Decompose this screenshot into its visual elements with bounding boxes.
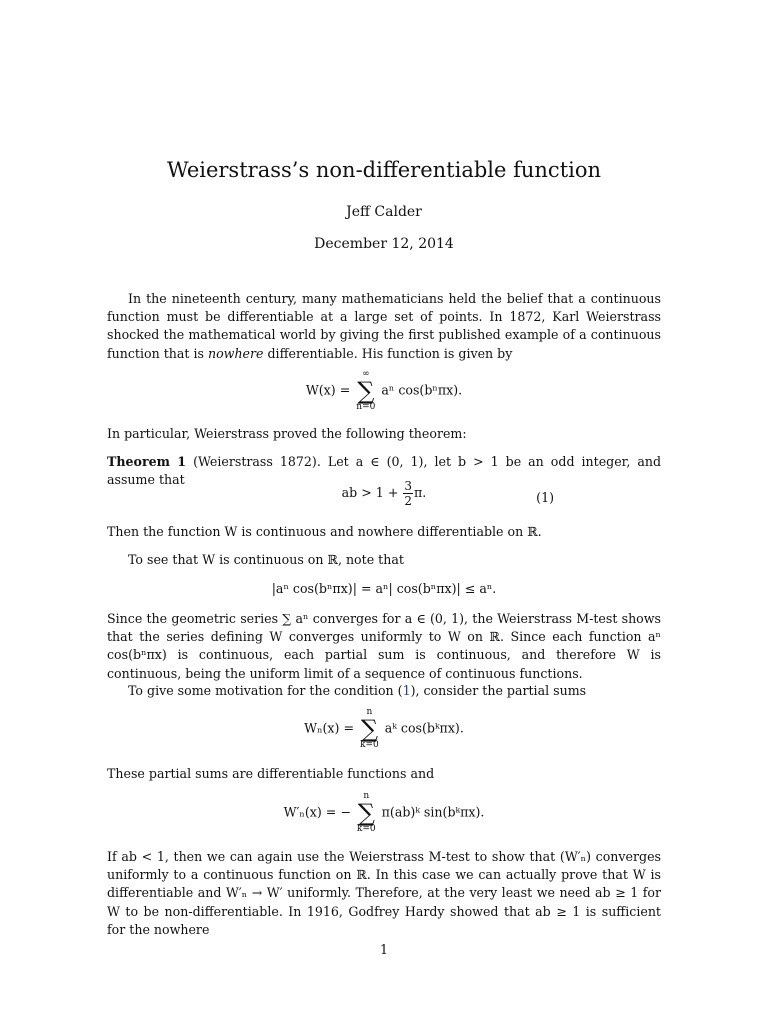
- theorem-label: Theorem 1: [107, 454, 187, 469]
- eq-wn-lhs: Wₙ(x) =: [304, 720, 355, 736]
- paragraph-since: Since the geometric series ∑ aⁿ converges for a ∈ (0, 1), the Weierstrass M-test shows that the series defining W converges uniformly to W on ℝ. Since each function aⁿ cos(bⁿπx) is continuous, each partial sum is continuous, and therefore W is continuous, being the uniform limit of a sequence of continuous functions.: [107, 611, 661, 681]
- intro-paragraph: [107, 290, 661, 363]
- fraction: [403, 480, 413, 507]
- eq-w-rhs: aⁿ cos(bⁿπx).: [381, 382, 463, 398]
- equation-derivative: [107, 792, 661, 834]
- sum-upper-limit: ∞: [362, 369, 370, 379]
- paragraph-to-see: To see that W is continuous on ℝ, note that: [128, 552, 404, 567]
- paper-author: Jeff Calder: [346, 204, 422, 220]
- paragraph-final: If ab < 1, then we can again use the Weierstrass M-test to show that (W′ₙ) converges uniformly to a continuous function on ℝ. In this case we can actually prove that W is differentiable and W′ₙ → W′ uniformly. Therefore, at the very least we need ab ≥ 1 for W to be non-differentiable. In 1916, Godfrey Hardy showed that ab ≥ 1 is sufficient for the nowhere: [107, 849, 661, 937]
- sum-lower-limit: k=0: [356, 824, 376, 834]
- intro-text-1: In the nineteenth century, many mathematicians held the belief that a continuous function must be differentiable at a large set of points. In 1872, Karl Weierstrass shocked the mathematical world by giving the first published example of a continuous function that is: [107, 291, 661, 361]
- eq1-lhs: ab > 1 +: [341, 485, 399, 500]
- intro-emphasis: nowhere: [207, 345, 264, 361]
- equation-weierstrass: [107, 370, 661, 412]
- eq1-rhs: π.: [414, 485, 427, 500]
- eq-wn-prime-lhs: W′ₙ(x) = −: [283, 804, 351, 820]
- paragraph-these: These partial sums are differentiable functions and: [107, 766, 435, 781]
- equation-1: [107, 480, 661, 507]
- paragraph-motivation: [107, 682, 661, 700]
- motivation-text-2: ), consider the partial sums: [410, 683, 587, 698]
- sum-upper-limit: n: [366, 707, 373, 717]
- summation-sign: n ∑ k=0: [360, 707, 379, 750]
- paper-title: Weierstrass’s non-differentiable function: [166, 158, 602, 182]
- equation-partial-sums: [107, 708, 661, 750]
- equation-reference-link[interactable]: 1: [402, 683, 411, 698]
- intro-text-2: differentiable. His function is given by: [263, 345, 513, 361]
- eq-wn-prime-rhs: π(ab)ᵏ sin(bᵏπx).: [381, 804, 485, 820]
- paper-date: December 12, 2014: [314, 236, 454, 252]
- theorem-text: Let a ∈ (0, 1), let b > 1 be an odd integer, and assume that: [107, 454, 662, 488]
- sum-lower-limit: k=0: [360, 740, 379, 750]
- paragraph-then: Then the function W is continuous and nowhere differentiable on ℝ.: [107, 524, 542, 539]
- theorem-attribution: (Weierstrass 1872).: [193, 454, 321, 469]
- equation-number: (1): [536, 490, 554, 505]
- sum-lower-limit: n=0: [356, 402, 376, 412]
- motivation-text-1: To give some motivation for the condition (: [128, 683, 403, 698]
- eq-w-lhs: W(x) =: [305, 382, 351, 398]
- fraction-denominator: 2: [404, 494, 413, 508]
- fraction-numerator: 3: [404, 479, 413, 493]
- equation-abs-bound: |aⁿ cos(bⁿπx)| = aⁿ| cos(bⁿπx)| ≤ aⁿ.: [271, 581, 497, 596]
- sum-upper-limit: n: [363, 791, 370, 801]
- summation-sign: ∞ ∑ n=0: [356, 369, 376, 412]
- summation-sign: n ∑ k=0: [356, 791, 376, 834]
- eq-wn-rhs: aᵏ cos(bᵏπx).: [384, 720, 464, 736]
- paragraph-particular: In particular, Weierstrass proved the following theorem:: [107, 426, 467, 441]
- page-number: 1: [379, 942, 388, 957]
